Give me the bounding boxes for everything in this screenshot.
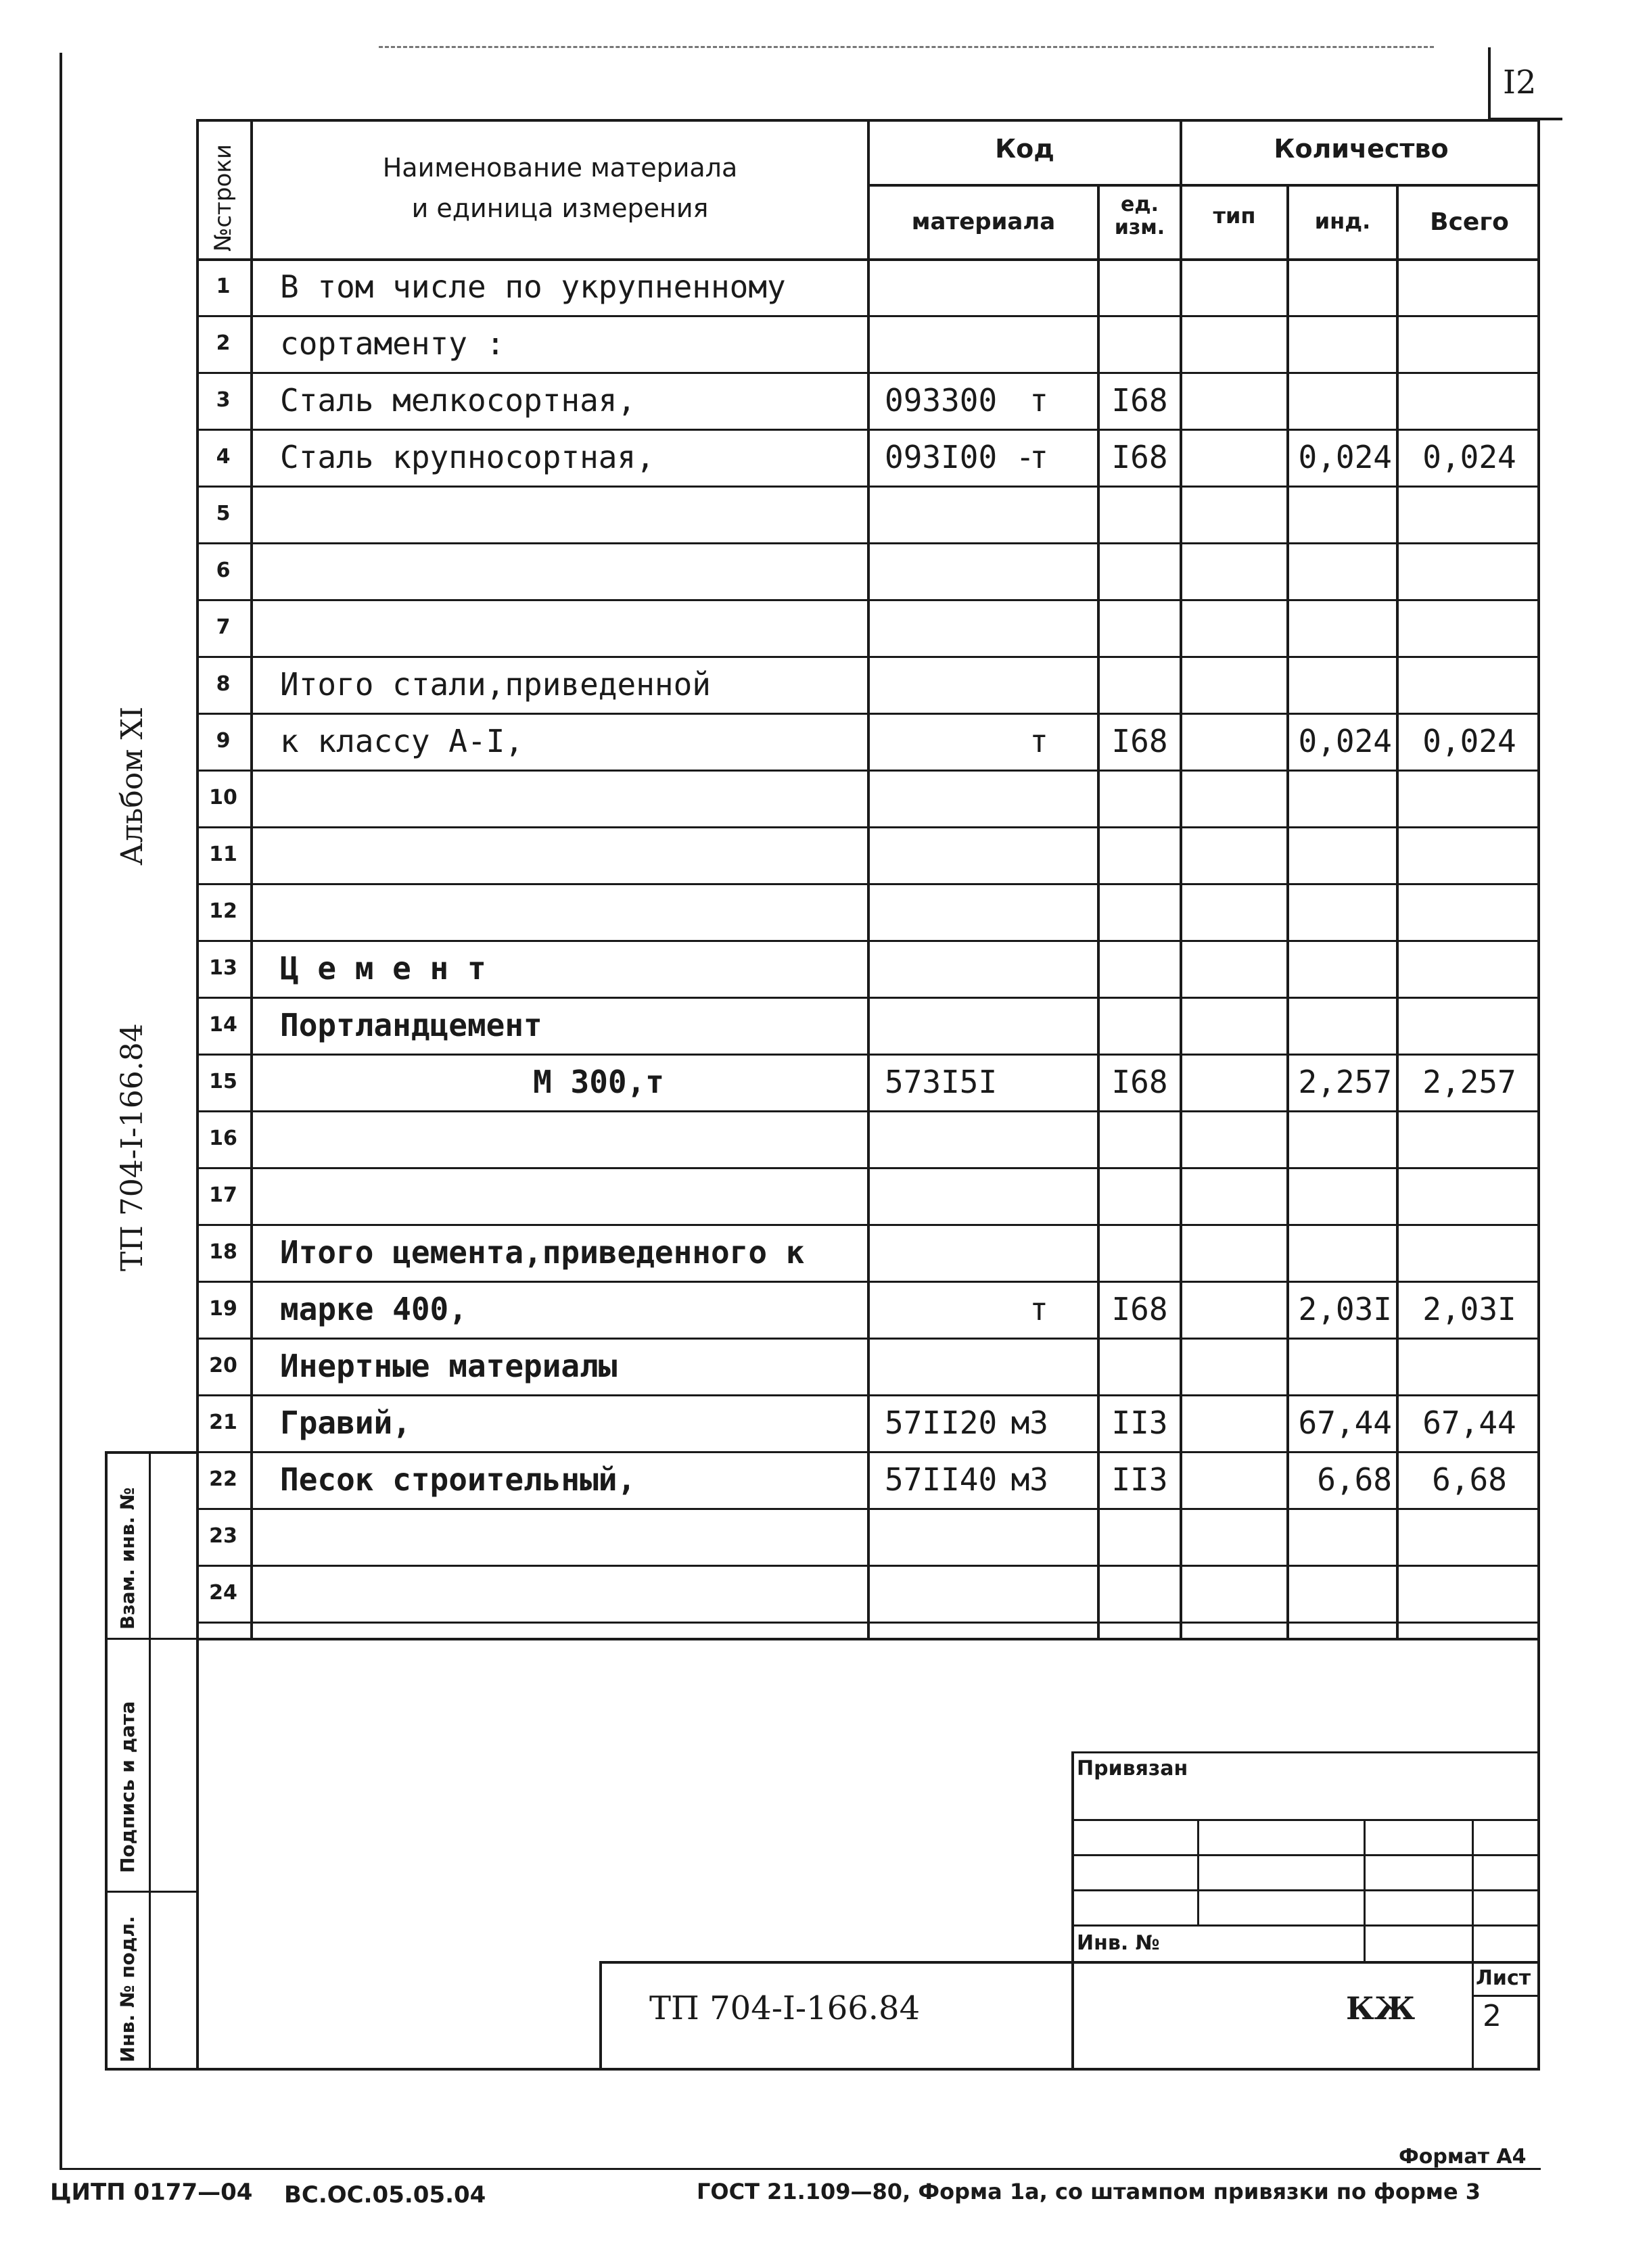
header-unit-line1: ед.: [1121, 193, 1159, 216]
stamp-vline-b: [1364, 1819, 1366, 1961]
stamp-line-c: [1071, 1889, 1540, 1891]
qty-total: 6,68: [1432, 1461, 1507, 1498]
footer-line: [60, 2168, 1541, 2170]
material-name: В том числе по укрупненному: [280, 268, 786, 305]
qty-ind: 0,024: [1298, 723, 1392, 759]
row-line: [196, 1622, 1540, 1624]
header-name-line2: и единица измерения: [411, 193, 709, 223]
table-row: [196, 1508, 1540, 1565]
side-doc-label: ТП 704-I-166.84: [115, 1023, 149, 1271]
row-number: 18: [209, 1240, 237, 1264]
side-stamp-line1: [105, 1638, 199, 1640]
qty-ind: 67,44: [1298, 1404, 1392, 1441]
table-row: [196, 315, 1540, 372]
footer-gost: ГОСТ 21.109—80, Форма 1а, со штампом привязки по форме 3: [697, 2179, 1481, 2204]
table-row: [196, 1224, 1540, 1281]
row-number: 17: [209, 1183, 237, 1207]
row-number: 1: [216, 275, 231, 298]
material-code: 573I5I: [885, 1064, 998, 1100]
header-quantity: Количество: [1274, 134, 1449, 164]
qty-total: 2,257: [1422, 1064, 1516, 1100]
material-name: М 300,т: [533, 1064, 664, 1100]
side-vzam-label: Взам. инв. №: [116, 1487, 139, 1630]
table-row: [196, 1167, 1540, 1224]
header-ind: инд.: [1314, 208, 1371, 234]
table-row: [196, 713, 1540, 770]
material-name: Сталь мелкосортная,: [280, 382, 636, 419]
material-name: Портландцемент: [280, 1007, 542, 1043]
table-row: [196, 770, 1540, 826]
stamp-line-d: [1071, 1924, 1540, 1927]
header-row-no: №строки: [210, 144, 237, 252]
table-row: [196, 1565, 1540, 1622]
unit-code: I68: [1111, 1064, 1168, 1100]
table-rows-bottom-line: [196, 1638, 1540, 1640]
row-number: 12: [209, 899, 237, 923]
row-number: 20: [209, 1354, 237, 1377]
material-name: Гравий,: [280, 1404, 411, 1441]
row-number: 22: [209, 1467, 237, 1491]
unit-code: II3: [1111, 1404, 1168, 1441]
qty-total: 0,024: [1422, 723, 1516, 759]
scan-edge-line: [379, 46, 1434, 48]
sheet-number: 2: [1483, 1999, 1502, 2033]
header-material: материала: [911, 208, 1056, 235]
qty-ind: 2,257: [1298, 1064, 1392, 1100]
header-name-line1: Наименование материала: [382, 153, 738, 183]
title-doc-code: ТП 704-I-166.84: [649, 1989, 921, 2027]
material-code: 57II40: [885, 1461, 998, 1498]
stamp-vline-a: [1197, 1819, 1199, 1924]
frame-left-line: [60, 53, 62, 2169]
row-number: 5: [216, 502, 231, 525]
table-row: [196, 258, 1540, 315]
table-row: [196, 940, 1540, 997]
row-number: 15: [209, 1070, 237, 1093]
material-code: 093I00 -: [885, 439, 1035, 475]
unit-code: I68: [1111, 439, 1168, 475]
inv-no-label: Инв. №: [1077, 1931, 1160, 1955]
material-name: марке 400,: [280, 1291, 467, 1327]
table-row: [196, 1394, 1540, 1451]
qty-total: 0,024: [1422, 439, 1516, 475]
header-sub-line: [867, 184, 1540, 187]
material-name: Сталь крупносортная,: [280, 439, 655, 475]
title-mark: КЖ: [1346, 1990, 1416, 2027]
row-number: 24: [209, 1581, 237, 1605]
material-name: сортаменту :: [280, 325, 505, 362]
unit-short: т: [1029, 1291, 1048, 1327]
unit-short: т: [1029, 723, 1048, 759]
table-row: [196, 1054, 1540, 1110]
table-row: [196, 1451, 1540, 1508]
table-row: [196, 883, 1540, 940]
material-name: Ц е м е н т: [280, 950, 486, 987]
unit-short: т: [1029, 382, 1048, 419]
unit-code: I68: [1111, 1291, 1168, 1327]
privyazan-label: Привязан: [1077, 1757, 1188, 1780]
header-unit-line2: изм.: [1114, 216, 1165, 239]
material-name: Итого стали,приведенной: [280, 666, 711, 703]
sheet-label: Лист: [1476, 1966, 1531, 1990]
table-row: [196, 826, 1540, 883]
stamp-line-b: [1071, 1854, 1540, 1856]
footer-left-code2: ВС.ОС.05.05.04: [284, 2181, 486, 2208]
qty-ind: 2,03I: [1298, 1291, 1392, 1327]
side-album-label: Альбом XI: [115, 706, 149, 866]
row-number: 4: [216, 445, 231, 469]
side-inv-podl-label: Инв. № подл.: [116, 1916, 139, 2062]
qty-total: 2,03I: [1422, 1291, 1516, 1327]
table-row: [196, 1281, 1540, 1338]
material-code: 093300: [885, 382, 998, 419]
unit-short: т: [1029, 439, 1048, 475]
material-name: Песок строительный,: [280, 1461, 636, 1498]
header-type: тип: [1213, 203, 1256, 229]
material-code: 57II20: [885, 1404, 998, 1441]
table-row: [196, 429, 1540, 486]
header-total: Всего: [1430, 208, 1509, 236]
unit-code: I68: [1111, 723, 1168, 759]
sheet-label-line: [1472, 1995, 1540, 1997]
side-stamp-split: [149, 1451, 151, 2071]
footer-left-code1: ЦИТП 0177—04: [50, 2179, 253, 2206]
unit-code: II3: [1111, 1461, 1168, 1498]
row-number: 2: [216, 331, 231, 355]
table-row: [196, 1110, 1540, 1167]
row-number: 3: [216, 388, 231, 412]
format-label: Формат А4: [1399, 2145, 1527, 2169]
page-number: I2: [1503, 64, 1537, 101]
table-row: [196, 542, 1540, 599]
stamp-line-a: [1071, 1819, 1540, 1821]
material-name: Итого цемента,приведенного к: [280, 1234, 805, 1271]
table-row: [196, 372, 1540, 429]
unit-short: м3: [1010, 1404, 1048, 1441]
unit-code: I68: [1111, 382, 1168, 419]
table-row: [196, 599, 1540, 656]
row-number: 11: [209, 843, 237, 866]
table-row: [196, 997, 1540, 1054]
qty-ind: 6,68: [1317, 1461, 1392, 1498]
row-number: 14: [209, 1013, 237, 1037]
row-number: 19: [209, 1297, 237, 1321]
table-row: [196, 656, 1540, 713]
qty-ind: 0,024: [1298, 439, 1392, 475]
unit-short: м3: [1010, 1461, 1048, 1498]
header-row-no-cell: [196, 119, 250, 258]
side-stamp-line2: [105, 1891, 199, 1893]
row-number: 8: [216, 672, 231, 696]
row-number: 9: [216, 729, 231, 753]
qty-total: 67,44: [1422, 1404, 1516, 1441]
row-number: 7: [216, 615, 231, 639]
material-name: Инертные материалы: [280, 1348, 618, 1384]
row-number: 13: [209, 956, 237, 980]
row-number: 10: [209, 786, 237, 809]
row-number: 21: [209, 1411, 237, 1434]
row-number: 16: [209, 1127, 237, 1150]
row-number: 6: [216, 559, 231, 582]
row-number: 23: [209, 1524, 237, 1548]
table-row: [196, 486, 1540, 542]
side-podpis-label: Подпись и дата: [116, 1701, 139, 1873]
material-name: к классу А-I,: [280, 723, 524, 759]
header-code: Код: [995, 134, 1054, 164]
table-row: [196, 1338, 1540, 1394]
